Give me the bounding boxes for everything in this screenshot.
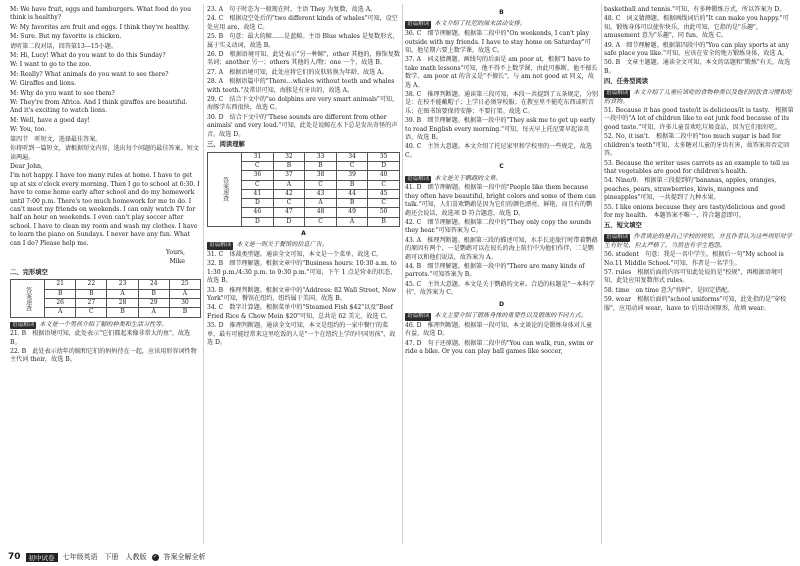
dialogue-line: M: Hi, Lucy! What do you want to do this Sunday? — [10, 52, 166, 60]
column-1 — [10, 6, 201, 366]
answer-cell: C — [242, 180, 274, 189]
passage-intro-a: 本文是一则关于餐馆的信息广告。 — [236, 241, 328, 249]
answer-cell: B — [45, 289, 76, 298]
answer-cell: 39 — [336, 171, 368, 180]
answer-explanation: 51. Because it has good taste/it is delicious/it is tasty. 根据第一段中的"A lot of children like to eat junk food because of its good taste."可知，许多儿童喜欢吃垃圾食品，因为它们很好吃。 — [604, 107, 794, 131]
passage-intro-fill: 作者谈论的是自己学校的规矩，并且作者认为这些规矩对学生有好处，但太严格了，当然也有学生抱怨。 — [604, 233, 792, 249]
answer-explanation: 43. A 推理判断题。根据第三段的描述可知，水手长途旅行时带着鹦鹉的原因有两个，一是鹦鹉可以在很长的海上航行中为他们作伴，二是鹦鹉可以和他们说话，故答案为 A。 — [405, 236, 598, 261]
answer-cell: 24 — [138, 280, 169, 289]
answer-cell: 27 — [76, 299, 107, 308]
answer-cell: 33 — [305, 152, 337, 161]
answer-cell: A — [305, 199, 337, 208]
answer-explanation: 59. wear 根据后面的"school uniforms"可知，此处指的是"穿校服"，应用动词 wear，have to 后用动词原形，故填 wear。 — [604, 296, 787, 312]
check-circle-icon: ✓ — [152, 553, 158, 560]
passage-label-a: A — [301, 229, 306, 237]
answer-explanation: 21. B 根据语境可知，此处表示"它们都起来像非常大的鱼"，故选 B。 — [10, 330, 191, 346]
cloze-explanations — [10, 330, 201, 365]
answer-cell: B — [76, 289, 107, 298]
letter-signoff: Yours, — [165, 248, 185, 256]
answer-cell: B — [305, 162, 337, 171]
passage-tag: 语篇解读 — [407, 313, 430, 320]
dialogue-line: W: Giraffes and lions. — [10, 80, 77, 88]
answer-explanation: 49. A 细节理解题。根据第四段中的"You can play sports at any safe place you like."可知，应该在安全的地方锻炼身体，故选 A。 — [604, 41, 790, 58]
section-task-reading-heading: 四、任务型阅读 — [604, 78, 649, 86]
answer-cell: 46 — [242, 208, 274, 217]
answer-cell: 30 — [169, 299, 200, 308]
answer-explanation: 31. C 体裁类型题。通读全文可知，本文是一个菜单，故选 C。 — [207, 251, 383, 259]
column-2 — [207, 6, 400, 349]
answer-cell: B — [273, 162, 305, 171]
column-4 — [604, 6, 794, 314]
answer-cell: 50 — [368, 208, 400, 217]
answer-cell: 35 — [368, 152, 400, 161]
answer-explanation: 34. C 数字计算题。根据菜单中的"Steamed Fish $42"以及"Beef Fried Rice & Chow Mein $20"可知，总共是 62 美元，故选 C。 — [207, 304, 393, 320]
listening-dialogue — [10, 6, 201, 135]
passage-intro-d: 本文主要介绍了锻炼身体的重要性以及锻炼的不同方式。 — [434, 312, 587, 320]
answer-cell: 42 — [273, 189, 305, 198]
answer-cell: 21 — [45, 280, 76, 289]
dialogue-line: 请听第二段对话，回答第13—15小题。 — [10, 42, 117, 50]
answer-cell: C — [305, 180, 337, 189]
answer-cell: 37 — [273, 171, 305, 180]
dialogue-line: M: Why do you want to see them? — [10, 89, 115, 97]
answer-explanation: 30. D 结合下文中的"These sounds are different from other animals' and very loud."可知，此处是说鲸在水下总是发出奇怪的声音，故选 D。 — [207, 113, 398, 138]
answer-cell: B — [138, 289, 169, 298]
answer-cell: 31 — [242, 152, 274, 161]
passage-tag: 语篇解读 — [606, 234, 629, 241]
answer-cell: 29 — [138, 299, 169, 308]
column-divider — [601, 4, 602, 544]
section-cloze-heading: 二、完形填空 — [10, 268, 48, 276]
answer-cell: B — [368, 217, 400, 226]
answer-cell: C — [242, 162, 274, 171]
answer-explanation: 27. A 根据语境可知，此处应将它们的皮肤转换为年龄，故选 A。 — [207, 68, 388, 76]
reading-d-explanations — [405, 322, 598, 357]
answer-cell: 40 — [368, 171, 400, 180]
answer-cell: A — [336, 217, 368, 226]
answer-cell: D — [368, 162, 400, 171]
answer-cell: B — [107, 308, 138, 317]
answer-explanation: 38. C 推理判断题。通读第三段可知，本段一共提到了五条规定，分别是：在校不能戴帽子；上学日必须穿校服；在教室里不能吃东西或听音乐；在图书馆要保持安静；不要打架。故选 C。 — [405, 90, 599, 115]
answer-explanation: 42. C 细节理解题。根据第二段中的"They only copy the sounds they hear."可知答案为 C。 — [405, 218, 592, 235]
passage-intro-task: 本文介绍了儿童应该吃的食物种类以及他们的饮食习惯和吃的食物。 — [604, 88, 792, 105]
column-3 — [405, 6, 598, 357]
answer-cell: 36 — [242, 171, 274, 180]
dialogue-line: M: We have fruit, eggs and hamburgers. What food do you think is healthy? — [10, 6, 191, 22]
passage-label-d: D — [498, 300, 505, 308]
reading-c-explanations — [405, 184, 598, 297]
answer-explanation: 23. A 句子时态为一般现在时，主语 They 为复数，故选 A。 — [207, 6, 377, 13]
answer-cell: D — [242, 217, 274, 226]
dialogue-line: W: I want to go to the zoo. — [10, 61, 92, 69]
answer-explanation: 28. A 根据语篇中的"There…whales without teeth and whales with teeth."及常识可知，海豚是有牙齿的，故选 A。 — [207, 78, 395, 94]
answer-explanation: 54. Nine/9. 根据第三段提到的"bananas, apples, oranges, peaches, pears, strawberries, kiwis, mangoes and pineapples"可知，一共提到了九种水果。 — [604, 177, 777, 202]
answer-cell: C — [336, 162, 368, 171]
answer-explanation: 22. B 此处表示幼年的鲸和它们的妈妈待在一起，应该用形容词性物主代词 their，故选 B。 — [10, 348, 197, 364]
letter-paragraph: Dear John, — [10, 162, 43, 170]
answer-explanation: 37. A 词义猜测题。画线句的后面是 am poor at，根据"I have to take math lessons"可知，他不得不上数学课，由此可推断，他不擅长数学，am poor at 的含义是"不擅长"，与 am not good at 同义，故选 A。 — [405, 56, 598, 89]
answer-cell: 32 — [273, 152, 305, 161]
reading-b-explanations — [405, 30, 598, 160]
dialogue-line: M: Well, have a good day! — [10, 116, 90, 124]
answer-cell: 48 — [305, 208, 337, 217]
answer-cell: 38 — [305, 171, 337, 180]
answer-explanation: 45. C 主旨大意题。本文是关于鹦鹉的文章。合适的标题是"一本科学书"，故答案为 C。 — [405, 280, 595, 297]
passage-tag: 语篇解读 — [606, 89, 629, 96]
answer-explanation: 25. B 句意：最大的鲸……是蓝鲸。主语 Blue whales 是复数形式，属于实义动词，故选 B。 — [207, 33, 399, 49]
passage-intro-b: 本文介绍了托尼的周末活动安排。 — [434, 20, 526, 28]
answer-explanation: 55. I like onions because they are tasty/delicious and good for my health. 本题答案不唯一，符合题意即可。 — [604, 203, 786, 219]
column-divider — [203, 4, 204, 544]
answer-explanation: 44. B 细节理解题。根据第一段中的"There are many kinds of parrots."可知答案为 B。 — [405, 263, 585, 279]
answer-explanation: 48. C 词义猜测题。根据画线词后的"It can make you happy."可知，锻炼身体可以使你快乐，由此可知，它指的是"乐趣"，amusement 意为"乐趣"，同 fun，故选 C。 — [604, 15, 789, 40]
answer-explanation: 56. student 句意：我是一名中学生。根据后一句"My school is No.11 Middle School."可知，作者是一名学生。 — [604, 251, 784, 267]
answer-explanation: 50. B 文章主题题。通读全文可知，本文的话题和"锻炼"有关，故选 B。 — [604, 59, 791, 75]
passage-tag: 语篇解读 — [407, 175, 430, 182]
answer-explanation: 53. Because the writer uses carrots as an example to tell us that vegetables are good for children's health. — [604, 159, 790, 175]
answer-cell: 43 — [305, 189, 337, 198]
answer-cell: 22 — [76, 280, 107, 289]
answer-cell: 28 — [107, 299, 138, 308]
answer-explanation: 36. C 细节理解题。根据第二段中的"On weekends, I can't play outside with my friends. I have to stay home on Saturday"可知，他星期六要上数学课，故选 C。 — [405, 30, 591, 54]
letter-signature: Mike — [169, 258, 185, 266]
dialogue-line: W: My favorites are fruit and eggs. I think they're healthy. — [10, 23, 190, 31]
answer-cell: C — [368, 199, 400, 208]
answer-explanation: 33. B 推理判断题。根据文章中的"Address: 82 Wall Street, New York"可知，餐馆在纽约，纽约属于美国，故选 B。 — [207, 286, 397, 303]
reading-d-explanations-cont — [604, 6, 794, 76]
section-fill-blank-heading: 五、短文填空 — [604, 222, 642, 230]
fill-blank-explanations — [604, 251, 794, 313]
answer-cell: 34 — [336, 152, 368, 161]
answer-cell: C — [305, 217, 337, 226]
answer-cell: B — [336, 199, 368, 208]
answer-explanation: 41. D 细节理解题。根据第一段中的"People like them because they often have beautiful, bright colors and some of them can talk."可知，人们喜欢鹦鹉是因为它们的颜色漂亮、鲜艳，而且有的鹦鹉还会说话，故选项 D 符合题意，故选 D。 — [405, 184, 596, 217]
answer-explanation: 26. D 根据语境可知，此处表示"另一种鲸"，other 其他的，修饰复数名词；another 另一；others 其他的人/物；one 一个，故选 B。 — [207, 51, 400, 67]
answer-explanation: 47. D 句子还原题。根据第二段中的"You can walk, run, swim or ride a bike. Or you can play ball games like soccer, — [405, 339, 594, 355]
part4-instructions: 你将听到一篇短文，请根据短文内容，选出每个问题的最佳答案。短文读两遍。 — [10, 145, 199, 161]
answer-cell: 49 — [336, 208, 368, 217]
answer-label: 答案全解全析 — [163, 553, 206, 561]
cloze-explanations-cont — [207, 6, 400, 139]
letter-paragraph: I'm not happy. I have too many rules at home. I have to get up at six o'clock every morning. Then I go to school at 6:30. I have to come home early after school and do my homework until 7:00 p.m. There's too much homework for me to do. I can't meet my friends on weekends. I can only watch TV for half an hour on weekends. I even can't play soccer after school. I have to clean my room and wash my clothes. I have to learn the piano on Sundays. I never have any fun. What can I do? Please help me. — [10, 172, 200, 247]
answer-table-label: 答案速查 — [11, 280, 45, 317]
answer-cell: 45 — [368, 189, 400, 198]
dialogue-line: W: You, too. — [10, 126, 47, 134]
dialogue-line: M: Really? What animals do you want to see there? — [10, 70, 169, 78]
passage-tag: 语篇解读 — [12, 321, 35, 328]
answer-cell: C — [76, 308, 107, 317]
answer-cell: C — [368, 180, 400, 189]
page-number: 70 — [8, 552, 21, 562]
answer-cell: 47 — [273, 208, 305, 217]
answer-explanation: 46. D 推理判断题。根据第一段可知，本文谈论的是锻炼身体对儿童有益，故选 D。 — [405, 321, 593, 338]
answer-cell: 23 — [107, 280, 138, 289]
answer-explanation: 39. B 细节理解题。根据第一段中的"They ask me to get up early to read English every morning."可知，每天早上托尼要早起读英语，故选 B。 — [405, 117, 596, 141]
answer-cell: 41 — [242, 189, 274, 198]
grade-label: 七年级英语 下册 人教版 — [62, 553, 147, 561]
answer-cell: B — [336, 180, 368, 189]
letter — [10, 163, 201, 248]
part4-heading: 第四节 听短文，选择最佳答案。 — [10, 135, 102, 143]
passage-intro-c: 本文是关于鹦鹉的文章。 — [434, 174, 502, 182]
answer-cell: C — [273, 199, 305, 208]
answer-explanation: 32. B 细节理解题。根据文章中的"Business hours: 10:30 a.m. to 1:30 p.m./4:30 p.m. to 9:30 p.m."可知，下午 1 点是营业的状态，故选 B。 — [207, 260, 397, 285]
answer-explanation: 29. C 结合下文中的"so dolphins are very smart animals"可知，海豚学东西很快，故选 C。 — [207, 96, 399, 112]
answer-explanation: 52. No, it isn't. 根据第二段中的"too much sugar is bad for children's teeth"可知，太多糖对儿童的牙齿有害，故答案用否定回答。 — [604, 133, 790, 158]
passage-tag: 语篇解读 — [209, 242, 232, 249]
answer-explanation: basketball and tennis."可知，有多种锻炼方式，所以答案为 D。 — [604, 6, 786, 13]
cloze-answer-table — [10, 279, 201, 317]
answer-cell: A — [273, 180, 305, 189]
answer-explanation: 35. D 推理判断题。通读全文可知，本文是纽约的一家中餐厅的菜单，最有可能经常来这里吃饭的人是"一个在纽约上学的中国男孩"，故选 D。 — [207, 322, 396, 347]
answer-table-label: 答案速查 — [208, 152, 242, 226]
reading-a-explanations — [207, 251, 400, 347]
page-footer — [8, 552, 206, 562]
passage-label-c: C — [499, 163, 504, 171]
answer-cell: A — [45, 308, 76, 317]
dialogue-line: M: Sure. But my favorite is chicken. — [10, 33, 122, 41]
answer-cell: A — [169, 289, 200, 298]
answer-cell: 44 — [336, 189, 368, 198]
reading-answer-table — [207, 152, 400, 227]
answer-cell: 25 — [169, 280, 200, 289]
passage-tag: 语篇解读 — [407, 21, 430, 28]
task-reading-explanations — [604, 107, 794, 220]
passage-label-b: B — [499, 9, 504, 16]
book-title: 初中试卷 — [26, 553, 58, 562]
answer-explanation: 40. C 主旨大意题。本文介绍了托尼家里和学校里的一些规定，故选 C。 — [405, 143, 592, 159]
answer-cell: B — [169, 308, 200, 317]
section-reading-heading: 三、阅读理解 — [207, 141, 245, 149]
answer-explanation: 58. time on time 意为"按时"，是固定搭配。 — [604, 286, 734, 294]
answer-cell: D — [242, 199, 274, 208]
column-divider — [402, 4, 403, 544]
answer-cell: D — [273, 217, 305, 226]
answer-explanation: 57. rules 根据后面的内容可知此处说的是"校规"，再根据语境可知，此处应用复数形式 rules。 — [604, 268, 784, 285]
answer-cell: A — [138, 308, 169, 317]
answer-explanation: 24. C 根据设空处后的"two different kinds of whales"可知，设空处应用 are，故选 C。 — [207, 15, 398, 31]
answer-cell: 26 — [45, 299, 76, 308]
answer-cell: A — [107, 289, 138, 298]
dialogue-line: W: They're from Africa. And I think giraffes are beautiful. And it's exciting to watch lions. — [10, 99, 188, 115]
passage-intro: 本文是一个男孩介绍了解的种类和生活习性等。 — [39, 320, 168, 328]
